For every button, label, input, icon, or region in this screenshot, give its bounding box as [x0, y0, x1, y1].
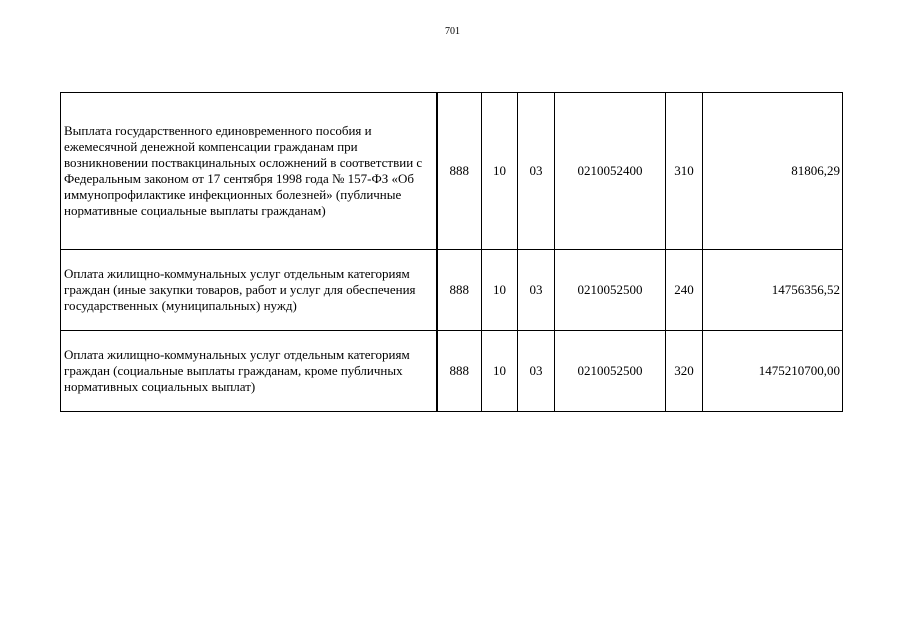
target-article-code: 0210052400 [555, 93, 666, 250]
target-article-code: 0210052500 [555, 331, 666, 412]
amount-value: 81806,29 [703, 93, 843, 250]
subsection-code: 03 [518, 93, 555, 250]
table-row [61, 250, 843, 331]
page-number: 701 [445, 26, 460, 37]
target-article-code: 0210052500 [555, 250, 666, 331]
expense-type-code: 320 [666, 331, 703, 412]
row-description: Оплата жилищно-коммунальных услуг отдельным категориям граждан (социальные выплаты гражданам, кроме публичных нормативных социальных выплат) [61, 331, 437, 412]
ministry-code: 888 [437, 93, 482, 250]
ministry-code: 888 [437, 250, 482, 331]
row-description: Выплата государственного единовременного пособия и ежемесячной денежной компенсации гражданам при возникновении поствакцинальных осложнений в соответствии с Федеральным законом от 17 сентября 1998 года № 157-ФЗ «Об иммунопрофилактике инфекционных болезней» (публичные нормативные социальные выплаты гражданам) [61, 93, 437, 250]
table-row [61, 93, 843, 250]
table-row [61, 331, 843, 412]
expense-type-code: 240 [666, 250, 703, 331]
section-code: 10 [482, 93, 518, 250]
budget-table [60, 92, 843, 412]
section-code: 10 [482, 331, 518, 412]
subsection-code: 03 [518, 250, 555, 331]
amount-value: 1475210700,00 [703, 331, 843, 412]
section-code: 10 [482, 250, 518, 331]
subsection-code: 03 [518, 331, 555, 412]
amount-value: 14756356,52 [703, 250, 843, 331]
row-description: Оплата жилищно-коммунальных услуг отдельным категориям граждан (иные закупки товаров, работ и услуг для обеспечения государственных (муниципальных) нужд) [61, 250, 437, 331]
expense-type-code: 310 [666, 93, 703, 250]
ministry-code: 888 [437, 331, 482, 412]
